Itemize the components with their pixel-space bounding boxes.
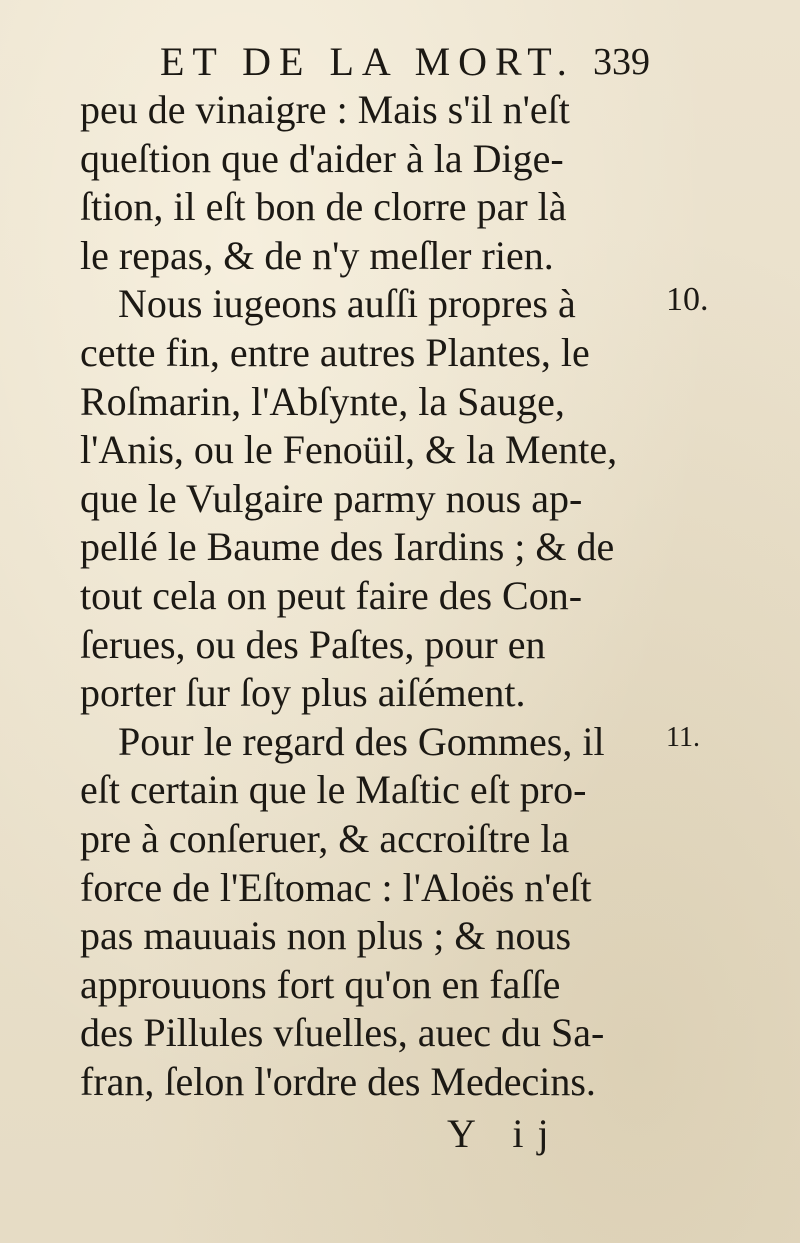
text-line: eſt certain que le Maſtic eſt pro- — [80, 767, 587, 813]
text-line: Pour le regard des Gommes, il — [118, 718, 605, 764]
margin-note-number: 10. — [666, 281, 709, 318]
text-line: des Pillules vſuelles, auec du Sa- — [80, 1010, 605, 1056]
text-line: porter ſur ſoy plus aiſément. — [80, 670, 526, 716]
text-line: ſtion, il eſt bon de clorre par là — [80, 184, 567, 230]
text-line: que le Vulgaire parmy nous ap- — [80, 475, 583, 521]
text-line: tout cela on peut faire des Con- — [80, 572, 583, 618]
text-line: Nous iugeons auſſi propres à — [118, 281, 576, 327]
text-line: approuuons fort qu'on en faſſe — [80, 961, 561, 1007]
text-line: pas mauuais non plus ; & nous — [80, 913, 572, 959]
text-line: queſtion que d'aider à la Dige- — [80, 135, 564, 181]
running-head: ET DE LA MORT. — [160, 39, 575, 84]
page-number: 339 — [593, 41, 650, 83]
text-line: le repas, & de n'y meſler rien. — [80, 232, 554, 278]
text-line: force de l'Eſtomac : l'Aloës n'eſt — [80, 864, 592, 910]
text-line: fran, ſelon l'ordre des Medecins. — [80, 1058, 596, 1104]
signature-mark: Y ij — [447, 1111, 563, 1156]
text-line: l'Anis, ou le Fenoüil, & la Mente, — [80, 427, 618, 473]
body-text — [80, 86, 660, 1106]
text-line: ſerues, ou des Paſtes, pour en — [80, 621, 546, 667]
text-line: Roſmarin, l'Abſynte, la Sauge, — [80, 378, 565, 424]
text-line: pellé le Baume des Iardins ; & de — [80, 524, 615, 570]
margin-note-number: 11. — [666, 722, 700, 753]
text-line: pre à conſeruer, & accroiſtre la — [80, 815, 570, 861]
text-line: peu de vinaigre : Mais s'il n'eſt — [80, 87, 570, 132]
page-header — [160, 38, 680, 86]
text-line: cette fin, entre autres Plantes, le — [80, 329, 590, 375]
